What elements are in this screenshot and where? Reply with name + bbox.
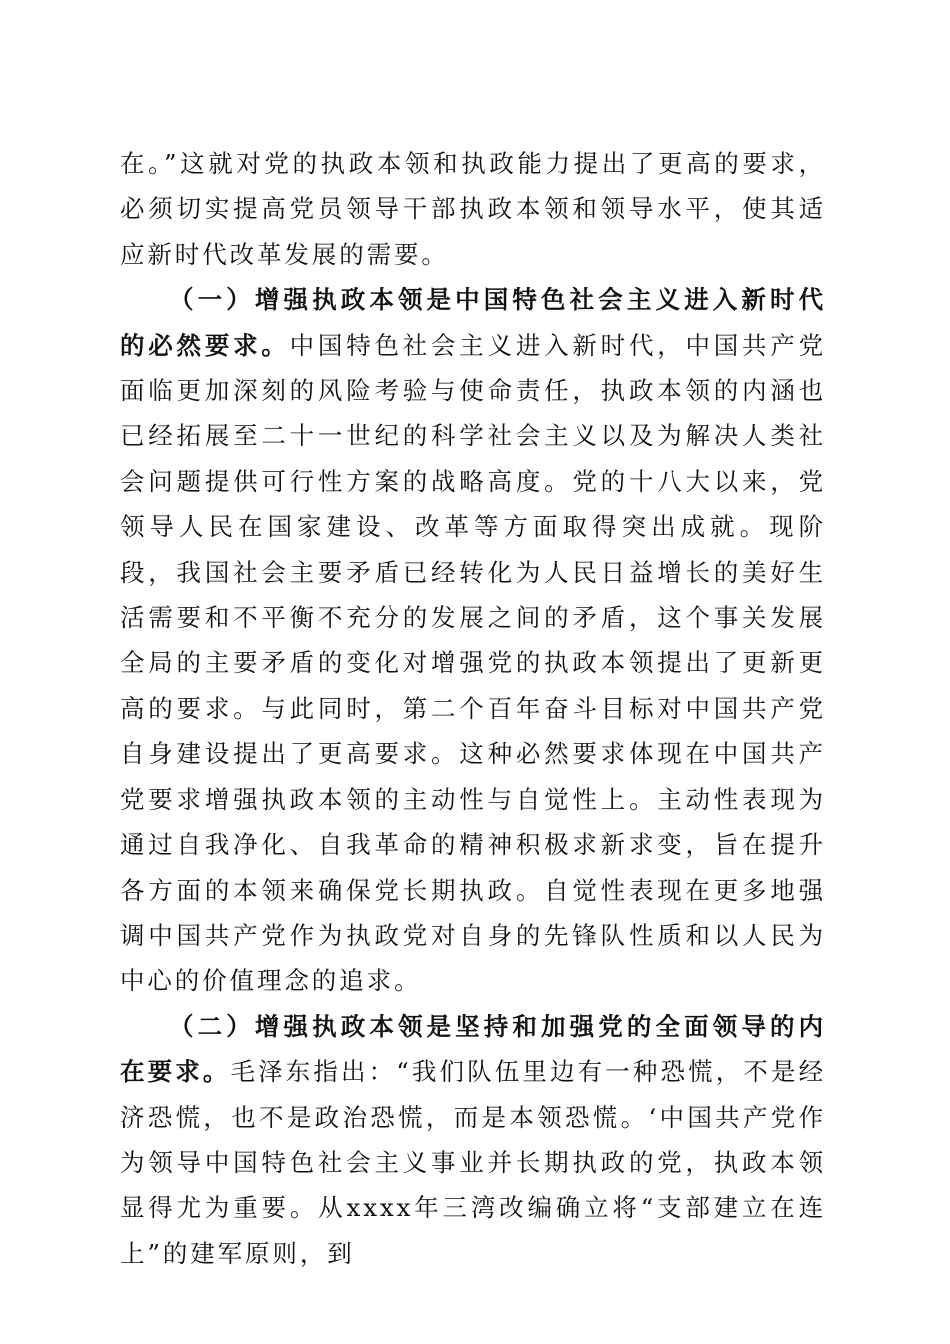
paragraph-section-1 <box>120 277 826 1004</box>
paragraph-text: 毛泽东指出：“我们队伍里边有一种恐慌，不是经济恐慌，也不是政治恐慌，而是本领恐慌。‘中国共产党作为领导中国特色社会主义事业并长期执政的党，执政本领显得尤为重要。从xxxx年三湾改编确立将“支部建立在连上”的建军原则，到 <box>120 1057 826 1268</box>
paragraph-text: 中国特色社会主义进入新时代，中国共产党面临更加深刻的风险考验与使命责任，执政本领的内涵也已经拓展至二十一世纪的科学社会主义以及为解决人类社会问题提供可行性方案的战略高度。党的十八大以来，党领导人民在国家建设、改革等方面取得突出成就。现阶段，我国社会主要矛盾已经转化为人民日益增长的美好生活需要和不平衡不充分的发展之间的矛盾，这个事关发展全局的主要矛盾的变化对增强党的执政本领提出了更新更高的要求。与此同时，第二个百年奋斗目标对中国共产党自身建设提出了更高要求。这种必然要求体现在中国共产党要求增强执政本领的主动性与自觉性上。主动性表现为通过自我净化、自我革命的精神积极求新求变，旨在提升各方面的本领来确保党长期执政。自觉性表现在更多地强调中国共产党作为执政党对自身的先锋队性质和以人民为中心的价值理念的追求。 <box>120 330 826 996</box>
paragraph-section-2 <box>120 1004 826 1276</box>
document-body <box>120 141 826 1276</box>
section-heading-2: （二）增强执政本领是坚持和加强党的全面领导的内在要求。 <box>120 1011 826 1087</box>
paragraph-continuation <box>120 141 826 277</box>
paragraph-text: 在。”这就对党的执政本领和执政能力提出了更高的要求，必须切实提高党员领导干部执政本领和领导水平，使其适应新时代改革发展的需要。 <box>120 149 826 269</box>
section-heading-1: （一）增强执政本领是中国特色社会主义进入新时代的必然要求。 <box>120 285 826 360</box>
